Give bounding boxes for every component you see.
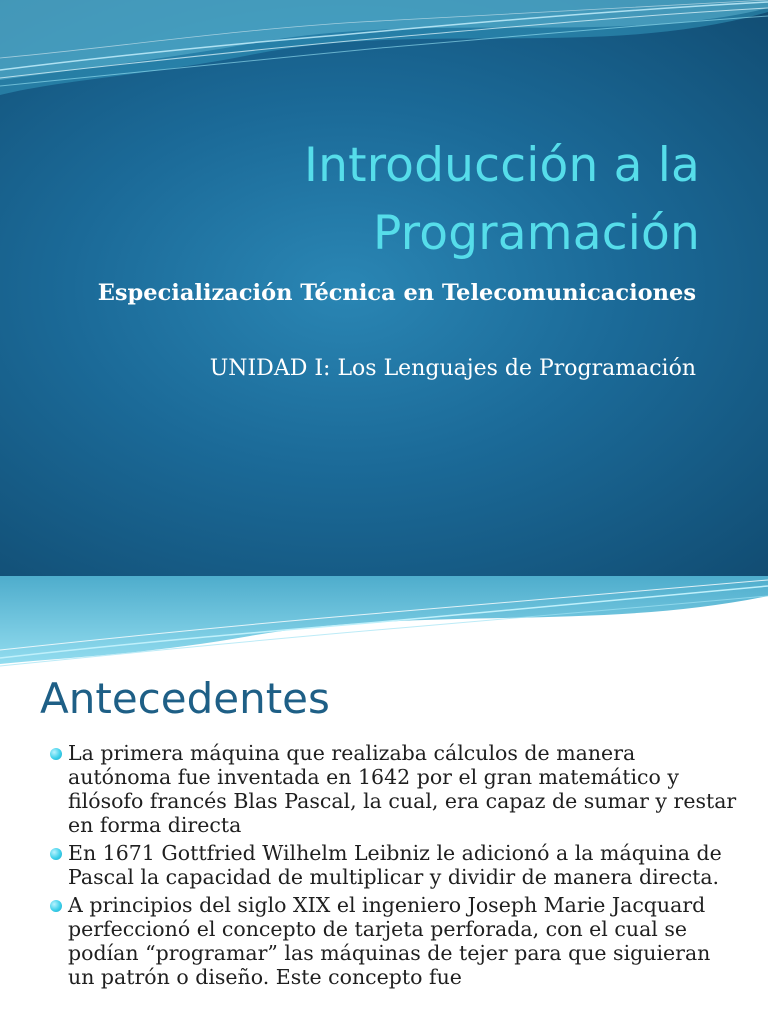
bullet-icon	[50, 900, 62, 912]
content-slide	[0, 576, 768, 1024]
bullet-list	[49, 741, 739, 993]
bullet-icon	[50, 748, 62, 760]
slide-title	[80, 132, 700, 267]
list-item	[49, 841, 739, 889]
bullet-text: En 1671 Gottfried Wilhelm Leibniz le adicionó a la máquina de Pascal la capacidad de multiplicar y dividir de manera directa.	[68, 841, 722, 889]
title-line-1: Introducción a la	[304, 138, 700, 193]
bullet-text: A principios del siglo XIX el ingeniero Joseph Marie Jacquard perfeccionó el concepto de tarjeta perforada, con el cual se podían “programar” las máquinas de tejer para que siguieran un patrón o diseño. Este concepto fue	[68, 893, 711, 989]
bullet-icon	[50, 848, 62, 860]
decorative-waves-top	[0, 0, 768, 110]
list-item	[49, 741, 739, 837]
slide-heading: Antecedentes	[40, 674, 330, 723]
decorative-waves-header	[0, 576, 768, 671]
title-line-2: Programación	[373, 205, 700, 261]
list-item	[49, 893, 739, 989]
bullet-text: La primera máquina que realizaba cálculos de manera autónoma fue inventada en 1642 por el gran matemático y filósofo francés Blas Pascal, la cual, era capaz de sumar y restar en forma directa	[68, 741, 737, 837]
slide-subtitle: Especialización Técnica en Telecomunicaciones	[97, 280, 696, 306]
unit-label: UNIDAD I: Los Lenguajes de Programación	[209, 356, 696, 381]
